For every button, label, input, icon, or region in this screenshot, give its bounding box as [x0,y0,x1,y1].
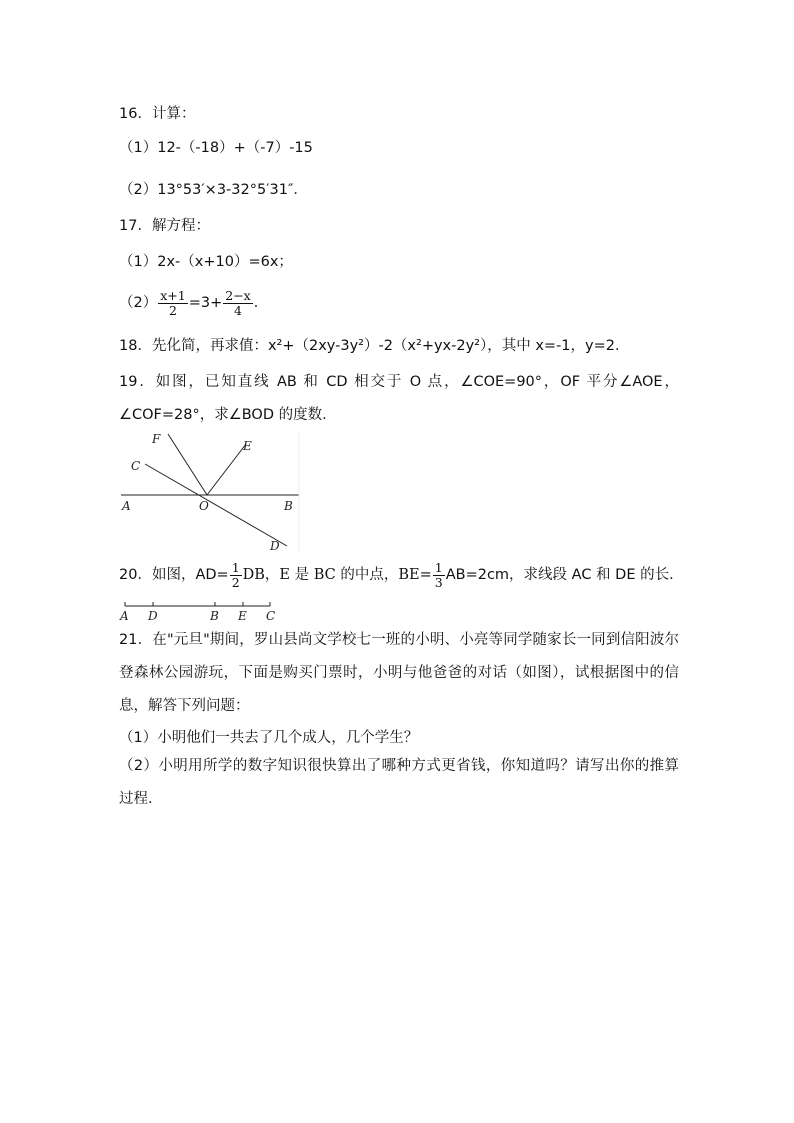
q17-fraction-2-denominator: 4 [234,302,242,318]
label-e: E [243,439,252,453]
label-d: D [270,539,280,553]
q17-fraction-1-denominator: 2 [169,302,177,318]
label-e: E [238,609,247,623]
label-f: F [152,432,161,446]
label-o: O [199,499,209,513]
ray-oe [207,444,246,495]
q17-fraction-1-numerator: x+1 [160,287,186,303]
q20-mid2: AB=2cm，求线段 AC 和 DE 的长． [445,567,684,583]
line-cd [145,464,287,546]
label-a: A [122,499,131,513]
q17-title: 17．解方程： [119,218,210,234]
label-d: D [148,609,158,623]
q17-part1: （1）2x-（x+10）=6x； [119,254,293,270]
q19-figure [115,428,305,554]
q20-text [119,560,684,590]
q20-prefix: 20．如图，AD= [119,567,229,583]
q17-part2-mid: =3+ [188,295,223,311]
q21-text: 21．在"元旦"期间，罗山县尚文学校七一班的小明、小亮等同学随家长一同到信阳波尔登森林公园游玩，下面是购买门票时，小明与他爸爸的对话（如图），试根据图中的信息，解答下列问题： [119,632,679,714]
q17-fraction-2 [223,289,252,318]
q20-figure [117,598,282,624]
q17-fraction-2-numerator: 2−x [225,287,251,303]
ray-of [168,434,207,495]
q20-fraction-1-numerator: 1 [231,559,240,575]
q20-mid1: DB，E 是 BC 的中点，BE= [242,567,432,583]
label-c: C [266,609,276,623]
q17-fraction-1 [158,289,187,318]
q20-fraction-1 [230,561,242,590]
q20-fraction-2 [433,561,445,590]
label-a: A [120,609,129,623]
q18-text: 18．先化简，再求值：x²+（2xy-3y²）-2（x²+yx-2y²），其中 x=-1，y=2． [119,338,630,354]
q21-part2: （2）小明用所学的数字知识很快算出了哪种方式更省钱，你知道吗？请写出你的推算过程． [119,758,679,807]
label-b: B [210,609,219,623]
q20-fraction-2-numerator: 1 [434,559,443,575]
q17-part2-suffix: ． [253,295,269,311]
q20-fraction-1-denominator: 2 [231,574,240,590]
q17-part2 [119,288,268,318]
q20-fraction-2-denominator: 3 [434,574,443,590]
label-c: C [131,459,141,473]
q16-title: 16．计算： [119,106,196,122]
q17-part2-prefix: （2） [119,295,158,311]
q16-part1: （1）12-（-18）+（-7）-15 [119,140,313,156]
q16-part2: （2）13°53′×3-32°5′31″． [119,182,308,198]
q19-text: 19．如图，已知直线 AB 和 CD 相交于 O 点，∠COE=90°，OF 平分∠AOE，∠COF=28°，求∠BOD 的度数． [119,374,679,423]
q21-part1: （1）小明他们一共去了几个成人，几个学生？ [119,730,419,746]
label-b: B [284,499,293,513]
